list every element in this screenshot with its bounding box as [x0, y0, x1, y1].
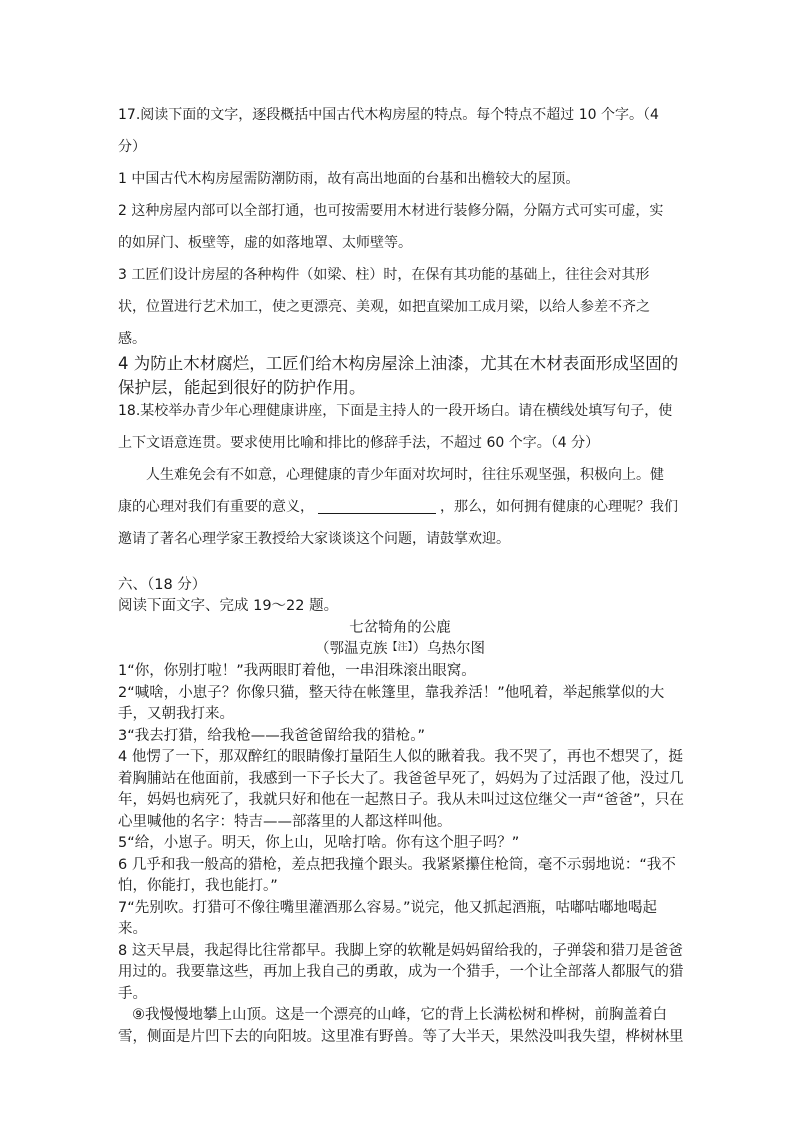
story-line: 着胸脯站在他面前，我感到一下子长大了。我爸爸早死了，妈妈为了过活跟了他，没过几 — [118, 771, 684, 787]
q18-body-line-2-before: 康的心理对我们有重要的意义， — [118, 499, 314, 515]
author-prefix: （鄂温克族 — [315, 641, 388, 657]
q18-stem-line-1: 18.某校举办青少年心理健康讲座，下面是主持人的一段开场白。请在横线处填写句子，使 — [118, 403, 673, 419]
author-note-mark: 【注】 — [387, 642, 413, 653]
story-line: 年，妈妈也病死了，我就只好和他在一起熬日子。我从未叫过这位继父一声“爸爸”，只在 — [118, 792, 685, 808]
q17-paragraph-2-line-1: 2 这种房屋内部可以全部打通，也可按需要用木材进行装修分隔，分隔方式可实可虚，实 — [118, 203, 664, 219]
story-line: 8 这天早晨，我起得比往常都早。我脚上穿的软靴是妈妈留给我的，子弹袋和猎刀是爸爸 — [118, 943, 683, 959]
q17-paragraph-4-line-2: 保护层，能起到很好的防护作用。 — [118, 378, 366, 397]
author-name: ）乌热尔图 — [412, 641, 485, 657]
story-line: 5“给，小崽子。明天，你上山，见啥打啥。你有这个胆子吗？” — [118, 835, 520, 851]
q18-body-line-2-after: ，那么，如何拥有健康的心理呢？我们 — [440, 499, 678, 515]
story-line: 雪，侧面是片凹下去的向阳坡。这里准有野兽。等了大半天，果然没叫我失望，桦树林里 — [118, 1029, 684, 1045]
q17-paragraph-3-line-2: 状，位置进行艺术加工，使之更漂亮、美观，如把直梁加工成月梁，以给人参差不齐之 — [118, 299, 650, 315]
story-line: 怕，你能打，我也能打。” — [118, 878, 278, 894]
q18-body-line-2 — [118, 496, 678, 516]
story-author — [0, 637, 800, 658]
story-line: 6 几乎和我一般高的猎枪，差点把我撞个跟头。我紧紧攥住枪筒，毫不示弱地说：“我不 — [118, 857, 676, 873]
story-line: 4 他愣了一下，那双醉红的眼睛像打量陌生人似的瞅着我。我不哭了，再也不想哭了，挺 — [118, 749, 683, 765]
q18-stem-line-2: 上下文语意连贯。要求使用比喻和排比的修辞手法，不超过 60 个字。（4 分） — [118, 435, 600, 451]
q17-stem-line-1: 17.阅读下面的文字，逐段概括中国古代木构房屋的特点。每个特点不超过 10 个字。（4 — [118, 107, 659, 123]
story-line: 3“我去打猎，给我枪——我爸爸留给我的猎枪。” — [118, 728, 425, 744]
q17-paragraph-1: 1 中国古代木构房屋需防潮防雨，故有高出地面的台基和出檐较大的屋顶。 — [118, 171, 580, 187]
q18-body-line-1: 人生难免会有不如意，心理健康的青少年面对坎坷时，往往乐观坚强，积极向上。健 — [146, 467, 664, 483]
story-line: 7“先别吹。打猎可不像往嘴里灌酒那么容易。”说完，他又抓起酒瓶，咕嘟咕嘟地喝起 — [118, 900, 657, 916]
q17-paragraph-4-line-1: 4 为防止木材腐烂，工匠们给木构房屋涂上油漆，尤其在木材表面形成坚固的 — [118, 354, 679, 373]
section-heading: 六、（18 分） — [118, 577, 207, 593]
q18-body-line-3: 邀请了著名心理学家王教授给大家谈谈这个问题，请鼓掌欢迎。 — [118, 531, 510, 547]
q17-paragraph-2-line-2: 的如屏门、板壁等，虚的如落地罩、太师壁等。 — [118, 235, 412, 251]
story-line: 来。 — [118, 921, 147, 937]
story-line: 2“喊啥，小崽子？你像只猫，整天待在帐篷里，靠我养活！”他吼着，举起熊掌似的大 — [118, 685, 665, 701]
q17-paragraph-3-line-3: 感。 — [118, 331, 146, 347]
story-line: 用过的。我要靠这些，再加上我自己的勇敢，成为一个猎手，一个让全部落人都服气的猎 — [118, 964, 684, 980]
answer-blank[interactable] — [318, 499, 436, 514]
story-line: 手。 — [118, 986, 147, 1002]
story-title: 七岔犄角的公鹿 — [349, 620, 451, 636]
story-line: 1“你，你别打啦！”我两眼盯着他，一串泪珠滚出眼窝。 — [118, 663, 476, 679]
story-line: ⑨我慢慢地攀上山顶。这是一个漂亮的山峰，它的背上长满松树和桦树，前胸盖着白 — [132, 1007, 667, 1023]
story-line: 心里喊他的名字：特吉——部落里的人都这样叫他。 — [118, 814, 452, 830]
story-line: 手，又朝我打来。 — [118, 706, 234, 722]
q17-paragraph-3-line-1: 3 工匠们设计房屋的各种构件（如梁、柱）时，在保有其功能的基础上，往往会对其形 — [118, 267, 650, 283]
section-instruction: 阅读下面文字、完成 19～22 题。 — [118, 598, 339, 614]
q17-stem-line-2: 分） — [118, 139, 146, 155]
